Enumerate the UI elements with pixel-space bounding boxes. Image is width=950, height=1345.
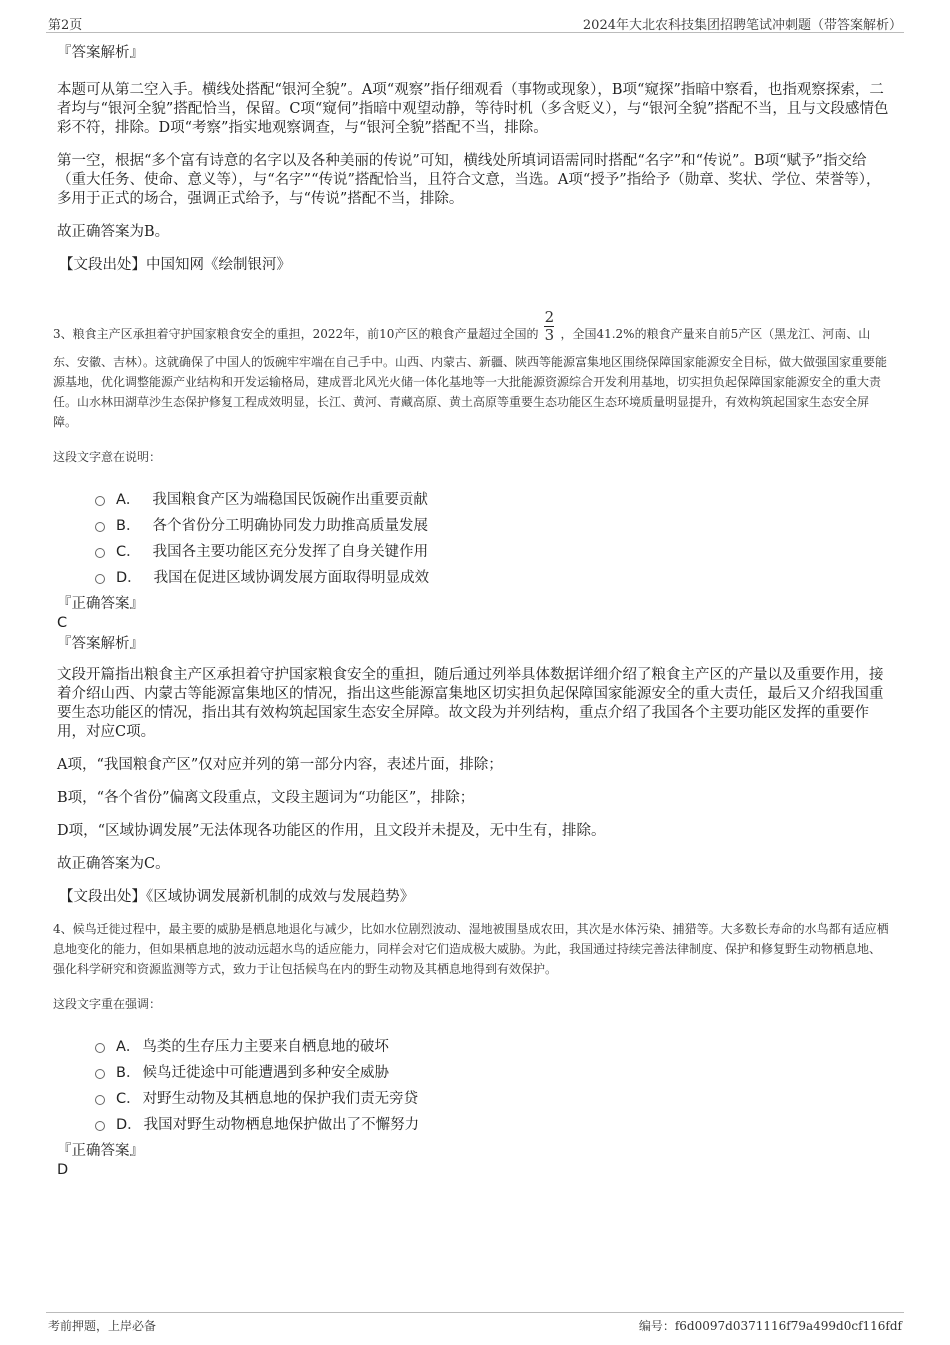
q2-analysis-paragraph-1: 本题可从第二空入手。横线处搭配“银河全貌”。A项“观察”指仔细观看（事物或现象），B项“窥探”指暗中察看，也指观察探索，二者均与“银河全貌”搭配恰当，保留。C项“窥伺”指暗中观望动静，等待时机（多含贬义），与“银河全貌”搭配不当，且与文段感情色彩不符，排除。D项“考察”指实地观察调查，与“银河全貌”搭配不当，排除。 — [57, 82, 889, 136]
q3-prompt: 这段文字意在说明： — [53, 450, 162, 464]
document-title: 2024年大北农科技集团招聘笔试冲刺题（带答案解析） — [582, 18, 902, 33]
q4-stem: 4、候鸟迁徙过程中，最主要的威胁是栖息地退化与减少，比如水位剧烈波动、湿地被围垦成农田，其次是水体污染、捕猎等。大多数长寿命的水鸟都有适应栖息地变化的能力，但如果栖息地的波动远超水鸟的适应能力，同样会对它们造成极大威胁。为此，我国通过持续完善法律制度、保护和修复野生动物栖息地、强化科学研究和资源监测等方式，致力于让包括候鸟在内的野生动物及其栖息地得到有效保护。 — [53, 922, 889, 976]
q4-option-b[interactable]: B． 候鸟迁徙途中可能遭遇到多种安全威胁 — [95, 1058, 889, 1084]
radio-button[interactable] — [95, 522, 105, 532]
q3-option-d[interactable]: D． 我国在促进区域协调发展方面取得明显成效 — [95, 563, 889, 589]
radio-button[interactable] — [95, 1121, 105, 1131]
q4-option-c[interactable]: C． 对野生动物及其栖息地的保护我们责无旁贷 — [95, 1084, 889, 1110]
q3-answer: C — [57, 615, 68, 631]
q3-options — [95, 485, 889, 589]
q3-analysis-paragraph: 文段开篇指出粮食主产区承担着守护国家粮食安全的重担，随后通过列举具体数据详细介绍了粮食主产区的产量以及重要作用，接着介绍山西、内蒙古等能源富集地区的情况，指出这些能源富集地区切实担负起保障国家能源安全的重大责任，最后又介绍我国重要生态功能区的情况，指出其有效构筑起国家生态安全屏障。故文段为并列结构，重点介绍了我国各个主要功能区发挥的重要作用，对应C项。 — [57, 667, 884, 740]
radio-button[interactable] — [95, 1043, 105, 1053]
q3-analysis-option-a: A项，“我国粮食产区”仅对应并列的第一部分内容，表述片面，排除； — [57, 757, 503, 773]
radio-button[interactable] — [95, 1069, 105, 1079]
page-footer — [46, 1312, 904, 1335]
q3-analysis-option-d: D项，“区域协调发展”无法体现各功能区的作用，且文段并未提及，无中生有，排除。 — [57, 823, 606, 839]
radio-button[interactable] — [95, 496, 105, 506]
q3-answer-label: 『正确答案』 — [57, 596, 144, 612]
radio-button[interactable] — [95, 1095, 105, 1105]
page-header — [46, 12, 904, 33]
fraction: $\frac{2}{3}$ — [544, 308, 555, 344]
footer-slogan: 考前押题，上岸必备 — [48, 1319, 157, 1333]
document-id: 编号：f6d0097d0371116f79a499d0cf116fdf — [638, 1319, 902, 1333]
q2-conclusion: 故正确答案为B。 — [57, 224, 170, 240]
q3-analysis-option-b: B项，“各个省份”偏离文段重点，文段主题词为“功能区”，排除； — [57, 790, 475, 806]
q3-source: 【文段出处】《区域协调发展新机制的成效与发展趋势》 — [59, 889, 415, 905]
q4-prompt: 这段文字重在强调： — [53, 997, 162, 1011]
q2-analysis-label: 『答案解析』 — [57, 45, 144, 61]
page-number: 第2页 — [48, 18, 83, 33]
q2-source: 【文段出处】中国知网《绘制银河》 — [59, 257, 291, 273]
q4-answer-label: 『正确答案』 — [57, 1143, 144, 1159]
q4-options — [95, 1032, 889, 1136]
q3-analysis-label: 『答案解析』 — [57, 636, 144, 652]
q3-stem: 3、粮食主产区承担着守护国家粮食安全的重担，2022年，前10产区的粮食产量超过全国的 $\frac{2}{3}$ ，全国41.2%的粮食产量来自前5产区（黑龙江、河南、山东、安徽、吉林）。这就确保了中国人的饭碗牢牢端在自己手中。山西、内蒙古、新疆、陕西等能源富集地区围绕保障国家能源安全目标，做大做强国家重要能源基地，优化调整能源产业结构和开发运输格局，建成晋北风光火储一体化基地等一大批能源资源综合开发利用基地，切实担负起保障国家能源安全的重大责任。山水林田湖草沙生态保护修复工程成效明显，长江、黄河、青藏高原、黄土高原等重要生态功能区生态环境质量明显提升，有效构筑起国家生态安全屏障。 — [53, 308, 888, 429]
q3-option-a[interactable]: A． 我国粮食产区为端稳国民饭碗作出重要贡献 — [95, 485, 889, 511]
q3-option-b[interactable]: B． 各个省份分工明确协同发力助推高质量发展 — [95, 511, 889, 537]
q3-conclusion: 故正确答案为C。 — [57, 856, 170, 872]
q4-option-d[interactable]: D． 我国对野生动物栖息地保护做出了不懈努力 — [95, 1110, 889, 1136]
q2-analysis-paragraph-2: 第一空，根据“多个富有诗意的名字以及各种美丽的传说”可知，横线处所填词语需同时搭配“名字”和“传说”。B项“赋予”指交给（重大任务、使命、意义等），与“名字”“传说”搭配恰当，且符合文意，当选。A项“授予”指给予（勋章、奖状、学位、荣誉等），多用于正式的场合，强调正式给予，与“传说”搭配不当，排除。 — [57, 153, 881, 207]
q3-option-c[interactable]: C． 我国各主要功能区充分发挥了自身关键作用 — [95, 537, 889, 563]
radio-button[interactable] — [95, 574, 105, 584]
radio-button[interactable] — [95, 548, 105, 558]
document-body — [53, 44, 889, 1182]
q4-option-a[interactable]: A． 鸟类的生存压力主要来自栖息地的破坏 — [95, 1032, 889, 1058]
q4-answer: D — [57, 1162, 69, 1178]
